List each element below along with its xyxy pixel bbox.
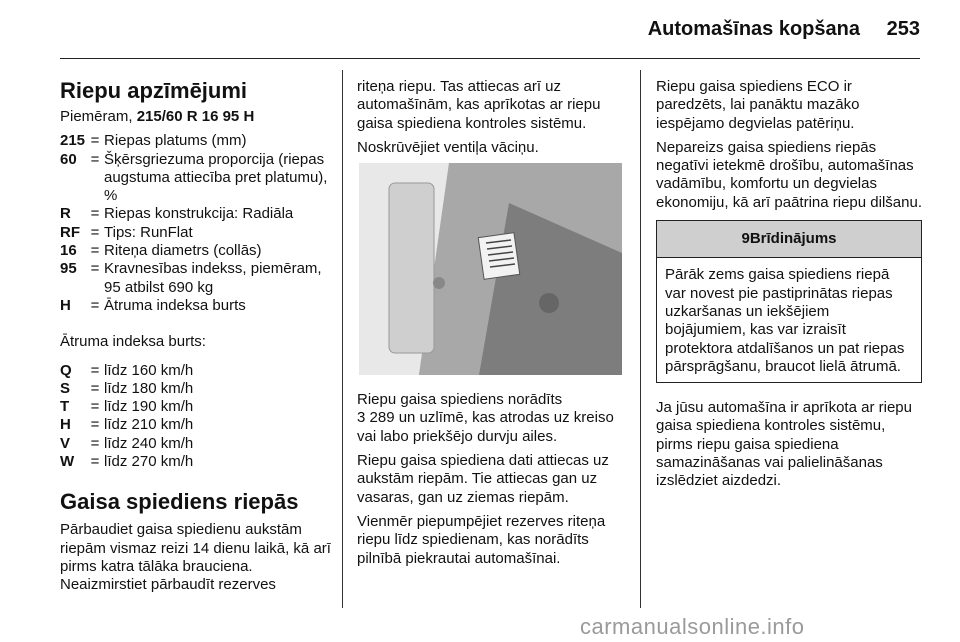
column-1 [60, 78, 332, 601]
page-number: 253 [886, 18, 920, 40]
definition-desc: līdz 180 km/h [104, 379, 194, 397]
tyre-pressure-label-photo [359, 163, 622, 375]
definition-term: 95 [60, 260, 77, 278]
definition-term: R [60, 205, 71, 223]
equals-sign: = [90, 379, 100, 397]
definition-desc: Tips: RunFlat [104, 223, 193, 241]
equals-sign: = [90, 434, 100, 452]
definition-term: T [60, 398, 70, 416]
column-divider [640, 70, 641, 608]
warning-triangle-icon: 9 [741, 230, 750, 248]
definition-term: Q [60, 361, 72, 379]
equals-sign: = [90, 260, 100, 278]
definition-row [60, 297, 332, 315]
intro-text: Piemēram, 215/60 R 16 95 H [60, 108, 255, 125]
warning-box [656, 220, 922, 383]
definition-row [60, 151, 332, 206]
equals-sign: = [90, 296, 100, 314]
column-3 [656, 78, 922, 497]
definition-desc: Riepas konstrukcija: Radiāla [104, 205, 294, 223]
definition-row [60, 260, 332, 297]
speed-index-list [60, 362, 332, 472]
paragraph: Vienmēr piepumpējiet rezerves riteņa riepu līdz spiedienam, kas norādīts pilnībā piekrautai automašīnai. [357, 512, 606, 567]
definition-desc: līdz 210 km/h [104, 416, 194, 434]
definition-row [60, 435, 332, 453]
warning-text: Pārāk zems gaisa spiediens riepā var novest pie pastiprinātas riepas uzkaršanas un iekšējiem bojājumiem, kas var izraisīt protektora atdalīšanos un pat riepas pārsprāgšanu, braucot lielā ātrumā. [665, 266, 905, 375]
definition-row [60, 453, 332, 471]
definition-row [60, 205, 332, 223]
speed-intro: Ātruma indeksa burts: [60, 333, 206, 351]
section-title: Gaisa spiediens riepās [60, 489, 299, 515]
paragraph: Nepareizs gaisa spiediens riepās negatīvi ietekmē drošību, automašīnas vadāmību, komfortu un degvielas ekonomiju, kā arī paātrina riepu dilšanu. [656, 138, 922, 211]
definition-row [60, 242, 332, 260]
equals-sign: = [90, 416, 100, 434]
equals-sign: = [90, 132, 100, 150]
section-title: Riepu apzīmējumi [60, 78, 248, 103]
definition-desc: Riepas platums (mm) [104, 132, 247, 150]
definition-term: RF [60, 223, 80, 241]
column-2 [357, 78, 625, 574]
door-frame-illustration [359, 163, 622, 375]
definition-term: 60 [60, 150, 77, 168]
paragraph: Riepu gaisa spiediena dati attiecas uz aukstām riepām. Tie attiecas gan uz vasaras, gan uz ziemas riepām. [357, 452, 609, 506]
definition-desc: līdz 240 km/h [104, 434, 194, 452]
page-header-title: Automašīnas kopšana [647, 18, 860, 40]
definition-term: W [60, 453, 75, 471]
equals-sign: = [90, 223, 100, 241]
equals-sign: = [90, 242, 100, 260]
definition-row [60, 380, 332, 398]
definition-term: V [60, 434, 71, 452]
header-rule [60, 58, 920, 59]
definition-term: H [60, 416, 71, 434]
definition-desc: līdz 270 km/h [104, 453, 194, 471]
equals-sign: = [90, 453, 100, 471]
paragraph: Noskrūvējiet ventiļa vāciņu. [357, 138, 539, 156]
definition-list [60, 132, 332, 315]
definition-row [60, 416, 332, 434]
equals-sign: = [90, 150, 100, 168]
paragraph: Ja jūsu automašīna ir aprīkota ar riepu gaisa spiediena kontroles sistēmu, pirms riepu gaisa spiediena samazināšanas vai palielināšanas izslēdziet aizdedzi. [656, 399, 912, 490]
definition-row [60, 398, 332, 416]
definition-desc: Riteņa diametrs (collās) [104, 242, 262, 260]
watermark: carmanualsonline.info [580, 614, 805, 639]
column-divider [342, 70, 343, 608]
photo-caption: Riepu gaisa spiediens norādīts [357, 391, 563, 409]
paragraph: Riepu gaisa spiediens ECO ir paredzēts, lai panāktu mazāko iespējamo degvielas patēriņu. [656, 78, 860, 132]
definition-row [60, 224, 332, 242]
definition-desc: Ātruma indeksa burts [104, 296, 246, 314]
equals-sign: = [90, 361, 100, 379]
equals-sign: = [90, 398, 100, 416]
paragraph: Pārbaudiet gaisa spiedienu aukstām riepām vismaz reizi 14 dienu laikā, kā arī pirms katra tālāka brauciena. Neaizmirstiet pārbaudīt rezerves [60, 521, 331, 594]
definition-desc: Kravnesības indekss, piemēram, 95 atbilst 690 kg [104, 260, 322, 296]
paragraph: 3 289 un uzlīmē, kas atrodas uz kreiso vai labo priekšējo durvju ailes. [357, 409, 614, 445]
definition-row [60, 132, 332, 150]
page-ref-arrow-icon: 3 [357, 409, 366, 427]
warning-header: 9Brīdinājums [657, 221, 921, 258]
definition-desc: līdz 190 km/h [104, 398, 194, 416]
equals-sign: = [90, 205, 100, 223]
definition-desc: līdz 160 km/h [104, 361, 194, 379]
definition-term: S [60, 379, 71, 397]
definition-desc: Šķērsgriezuma proporcija (riepas augstuma attiecība pret platumu), % [104, 150, 328, 205]
definition-row [60, 362, 332, 380]
definition-term: 16 [60, 242, 77, 260]
definition-term: H [60, 296, 71, 314]
paragraph: riteņa riepu. Tas attiecas arī uz automašīnām, kas aprīkotas ar riepu gaisa spiediena kontroles sistēmu. [357, 78, 601, 132]
definition-term: 215 [60, 132, 86, 150]
